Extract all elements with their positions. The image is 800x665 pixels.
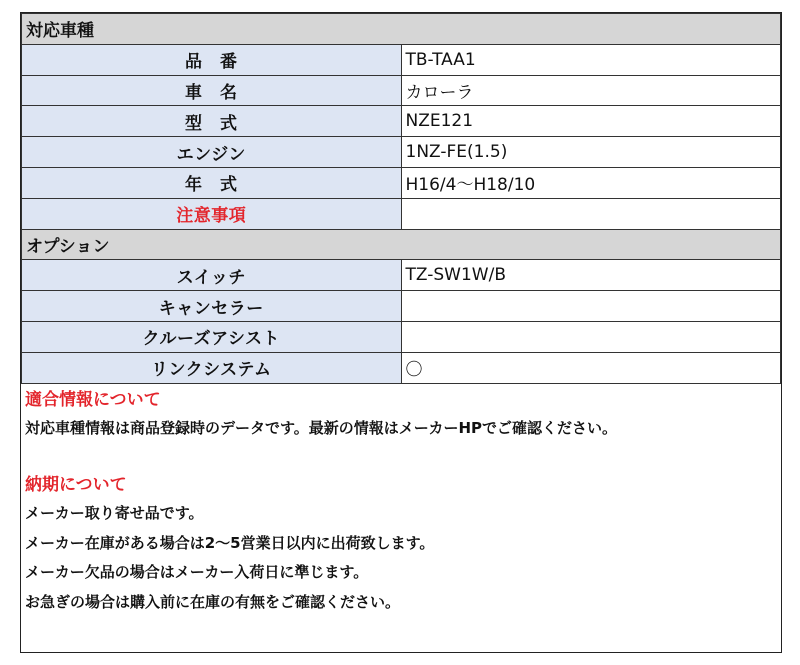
row-label-canceller: キャンセラー: [22, 291, 402, 322]
table-row: [22, 291, 781, 322]
delivery-line: お急ぎの場合は購入前に在庫の有無をご確認ください。: [25, 592, 401, 611]
delivery-line: メーカー在庫がある場合は2〜5営業日以内に出荷致します。: [25, 533, 435, 552]
row-value-part-number: TB-TAA1: [401, 44, 781, 75]
table-row: [22, 260, 781, 291]
row-label-cruise-assist: クルーズアシスト: [22, 321, 402, 352]
row-label-year: 年 式: [22, 167, 402, 198]
row-label-link-system: リンクシステム: [22, 352, 402, 383]
table-row: [22, 167, 781, 198]
row-value-car-name: カローラ: [401, 75, 781, 106]
spec-table: [21, 13, 781, 384]
row-value-notes: [401, 198, 781, 229]
delivery-line: メーカー取り寄せ品です。: [25, 504, 204, 523]
row-label-switch: スイッチ: [22, 260, 402, 291]
option-section-header: [22, 229, 781, 260]
notes-section: [21, 384, 781, 618]
delivery-info-heading: 納期について: [25, 475, 127, 496]
row-value-link-system: 〇: [401, 352, 781, 383]
table-row: [22, 75, 781, 106]
delivery-line: メーカー欠品の場合はメーカー入荷日に準じます。: [25, 563, 369, 582]
vehicle-section-header: [22, 14, 781, 45]
row-label-notes: 注意事項: [22, 198, 402, 229]
row-value-year: H16/4〜H18/10: [401, 167, 781, 198]
row-label-model-code: 型 式: [22, 106, 402, 137]
row-label-part-number: 品 番: [22, 44, 402, 75]
table-row: [22, 44, 781, 75]
row-value-switch: TZ-SW1W/B: [401, 260, 781, 291]
row-label-engine: エンジン: [22, 137, 402, 168]
table-row: [22, 137, 781, 168]
row-value-cruise-assist: [401, 321, 781, 352]
row-label-car-name: 車 名: [22, 75, 402, 106]
vehicle-section-title: 対応車種: [22, 14, 781, 45]
table-row: [22, 198, 781, 229]
compat-info-heading: 適合情報について: [25, 389, 161, 410]
notes-spacer: [25, 443, 777, 471]
table-row: [22, 321, 781, 352]
row-value-model-code: NZE121: [401, 106, 781, 137]
row-value-engine: 1NZ-FE(1.5): [401, 137, 781, 168]
spec-sheet: [20, 12, 782, 653]
option-section-title: オプション: [22, 229, 781, 260]
compat-info-text: 対応車種情報は商品登録時のデータです。最新の情報はメーカーHPでご確認ください。: [25, 418, 618, 437]
table-row: [22, 106, 781, 137]
row-value-canceller: [401, 291, 781, 322]
table-row: [22, 352, 781, 383]
